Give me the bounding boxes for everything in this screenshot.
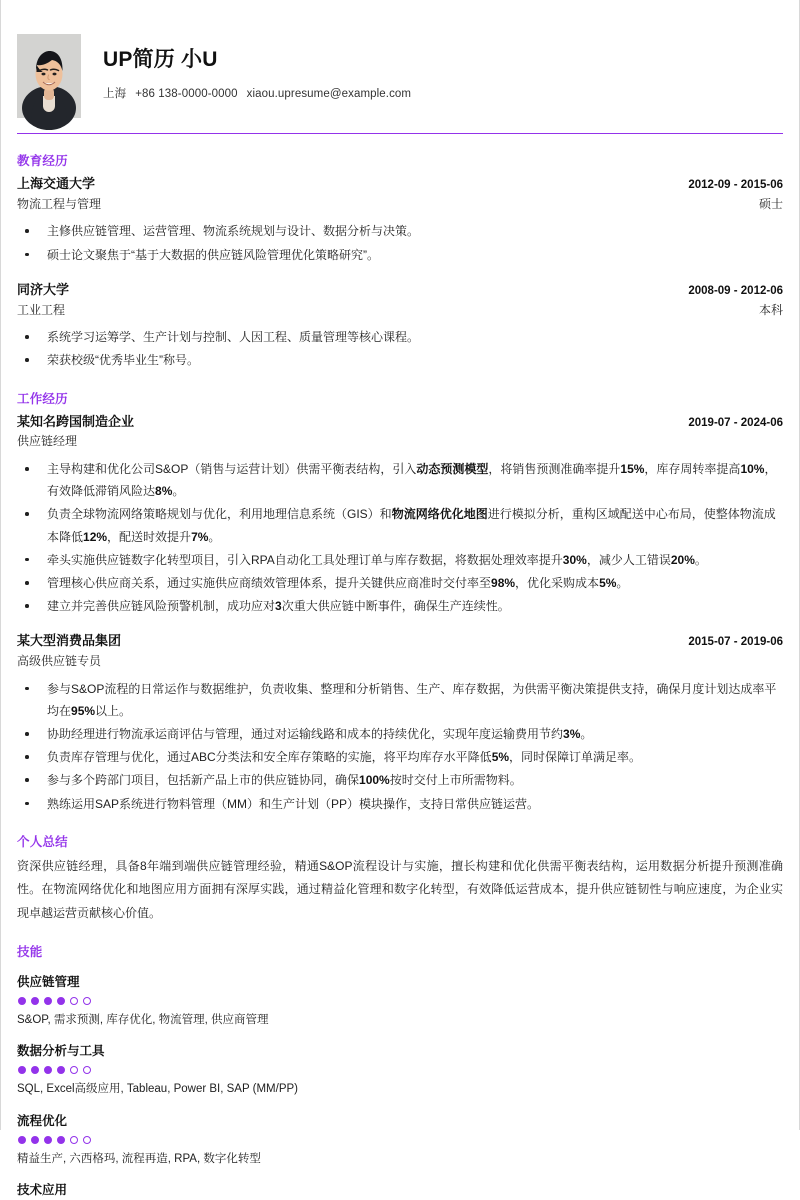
page-title: UP简历 小U <box>103 48 218 72</box>
rating-dot-empty <box>83 997 91 1005</box>
date-range: 2015-07 - 2019-06 <box>688 636 783 649</box>
education-entry <box>17 174 783 266</box>
list-item: 荣获校级“优秀毕业生”称号。 <box>17 349 783 371</box>
skill-rating <box>18 1136 783 1144</box>
section-education <box>17 151 783 372</box>
section-title-summary: 个人总结 <box>17 834 68 849</box>
rating-dot-filled <box>31 1136 39 1144</box>
entry-header-row <box>17 280 783 301</box>
skill-name: 技术应用 <box>17 1183 68 1198</box>
work-entry <box>17 631 783 815</box>
education-entries <box>17 174 783 372</box>
rating-dot-filled <box>57 997 65 1005</box>
contact-location: 上海 <box>103 87 127 100</box>
section-personal-summary <box>17 832 783 925</box>
list-item: 硕士论文聚焦于“基于大数据的供应链风险管理优化策略研究”。 <box>17 244 783 266</box>
list-item: 管理核心供应商关系，通过实施供应商绩效管理体系，提升关键供应商准时交付率至98%，优化采购成本5%。 <box>17 572 783 594</box>
rating-dot-filled <box>44 997 52 1005</box>
job-title: 供应链经理 <box>17 434 78 449</box>
entry-sub-row <box>17 432 783 451</box>
entry-header-row <box>17 631 783 652</box>
list-item: 负责全球物流网络策略规划与优化，利用地理信息系统（GIS）和物流网络优化地图进行模拟分析，重构区域配送中心布局，使整体物流成本降低12%，配送时效提升7%。 <box>17 503 783 547</box>
header-divider <box>17 133 783 134</box>
avatar <box>17 34 81 118</box>
skill-name: 流程优化 <box>17 1113 68 1128</box>
list-item: 负责库存管理与优化，通过ABC分类法和安全库存策略的实施，将平均库存水平降低5%，同时保障订单满足率。 <box>17 746 783 768</box>
work-entries <box>17 412 783 815</box>
skill-description: 精益生产, 六西格玛, 流程再造, RPA, 数字化转型 <box>17 1152 261 1165</box>
skill-description: S&OP, 需求预测, 库存优化, 物流管理, 供应商管理 <box>17 1013 269 1026</box>
summary-text: 资深供应链经理，具备8年端到端供应链管理经验，精通S&OP流程设计与实施，擅长构建和优化供需平衡表结构，运用数据分析提升预测准确性。在物流网络优化和地图应用方面拥有深厚实践，通过精益化管理和数字化转型，有效降低运营成本，提升供应链韧性与响应速度，为企业实现卓越运营贡献核心价值。 <box>17 858 783 920</box>
list-item: 主修供应链管理、运营管理、物流系统规划与设计、数据分析与决策。 <box>17 220 783 242</box>
major-name: 物流工程与管理 <box>17 196 102 211</box>
work-entry <box>17 412 783 618</box>
list-item: 系统学习运筹学、生产计划与控制、人因工程、质量管理等核心课程。 <box>17 326 783 348</box>
bullet-list <box>17 326 783 371</box>
section-title-work: 工作经历 <box>17 391 68 406</box>
section-skills <box>17 942 783 1200</box>
job-title: 高级供应链专员 <box>17 654 102 669</box>
list-item: 主导构建和优化公司S&OP（销售与运营计划）供需平衡表结构，引入动态预测模型，将销售预测准确率提升15%，库存周转率提高10%，有效降低滞销风险达8%。 <box>17 458 783 502</box>
degree-label: 本科 <box>758 302 783 317</box>
bullet-list <box>17 458 783 617</box>
rating-dot-filled <box>18 997 26 1005</box>
rating-dot-filled <box>31 997 39 1005</box>
rating-dot-filled <box>44 1136 52 1144</box>
rating-dot-empty <box>70 1136 78 1144</box>
rating-dot-filled <box>44 1066 52 1074</box>
major-name: 工业工程 <box>17 302 66 317</box>
skill-item <box>17 1111 783 1168</box>
skill-rating <box>18 1066 783 1074</box>
entry-sub-row <box>17 301 783 320</box>
list-item: 牵头实施供应链数字化转型项目，引入RPA自动化工具处理订单与库存数据，将数据处理效率提升30%，减少人工错误20%。 <box>17 549 783 571</box>
list-item: 协助经理进行物流承运商评估与管理，通过对运输线路和成本的持续优化，实现年度运输费用节约3%。 <box>17 723 783 745</box>
section-title-skills: 技能 <box>17 944 43 959</box>
company-name: 某知名跨国制造企业 <box>17 413 135 429</box>
skill-name: 数据分析与工具 <box>17 1044 105 1059</box>
skill-description: SQL, Excel高级应用, Tableau, Power BI, SAP (MM/PP) <box>17 1083 298 1096</box>
skill-rating <box>18 997 783 1005</box>
section-title-education: 教育经历 <box>17 154 68 168</box>
resume-header <box>17 0 783 122</box>
rating-dot-filled <box>57 1136 65 1144</box>
entry-sub-row <box>17 652 783 671</box>
date-range: 2019-07 - 2024-06 <box>688 416 783 429</box>
list-item: 参与S&OP流程的日常运作与数据维护，负责收集、整理和分析销售、生产、库存数据，为供需平衡决策提供支持，确保月度计划达成率平均在95%以上。 <box>17 678 783 722</box>
entry-header-row <box>17 174 783 195</box>
skill-item <box>17 972 783 1029</box>
contact-phone: +86 138-0000-0000 <box>135 87 238 100</box>
education-entry <box>17 280 783 372</box>
skill-name: 供应链管理 <box>17 974 80 989</box>
institution-name: 同济大学 <box>17 281 70 297</box>
rating-dot-filled <box>18 1136 26 1144</box>
contact-line <box>103 85 411 101</box>
rating-dot-empty <box>83 1066 91 1074</box>
bullet-list <box>17 678 783 815</box>
list-item: 参与多个跨部门项目，包括新产品上市的供应链协同，确保100%按时交付上市所需物料。 <box>17 769 783 791</box>
rating-dot-empty <box>83 1136 91 1144</box>
contact-email: xiaou.upresume@example.com <box>246 87 412 100</box>
list-item: 熟练运用SAP系统进行物料管理（MM）和生产计划（PP）模块操作，支持日常供应链运营。 <box>17 793 783 815</box>
institution-name: 上海交通大学 <box>17 176 96 191</box>
rating-dot-filled <box>31 1066 39 1074</box>
rating-dot-filled <box>57 1066 65 1074</box>
skill-item <box>17 1180 783 1200</box>
entry-header-row <box>17 412 783 433</box>
rating-dot-empty <box>70 997 78 1005</box>
date-range: 2012-09 - 2015-06 <box>688 179 783 191</box>
header-text-block <box>103 47 411 104</box>
rating-dot-filled <box>18 1066 26 1074</box>
date-range: 2008-09 - 2012-06 <box>688 284 783 297</box>
entry-sub-row <box>17 195 783 214</box>
rating-dot-empty <box>70 1066 78 1074</box>
bullet-list <box>17 220 783 265</box>
list-item: 建立并完善供应链风险预警机制，成功应对3次重大供应链中断事件，确保生产连续性。 <box>17 595 783 617</box>
degree-label: 硕士 <box>758 196 783 211</box>
company-name: 某大型消费品集团 <box>17 633 122 649</box>
section-work-experience <box>17 389 783 815</box>
skill-item <box>17 1041 783 1098</box>
